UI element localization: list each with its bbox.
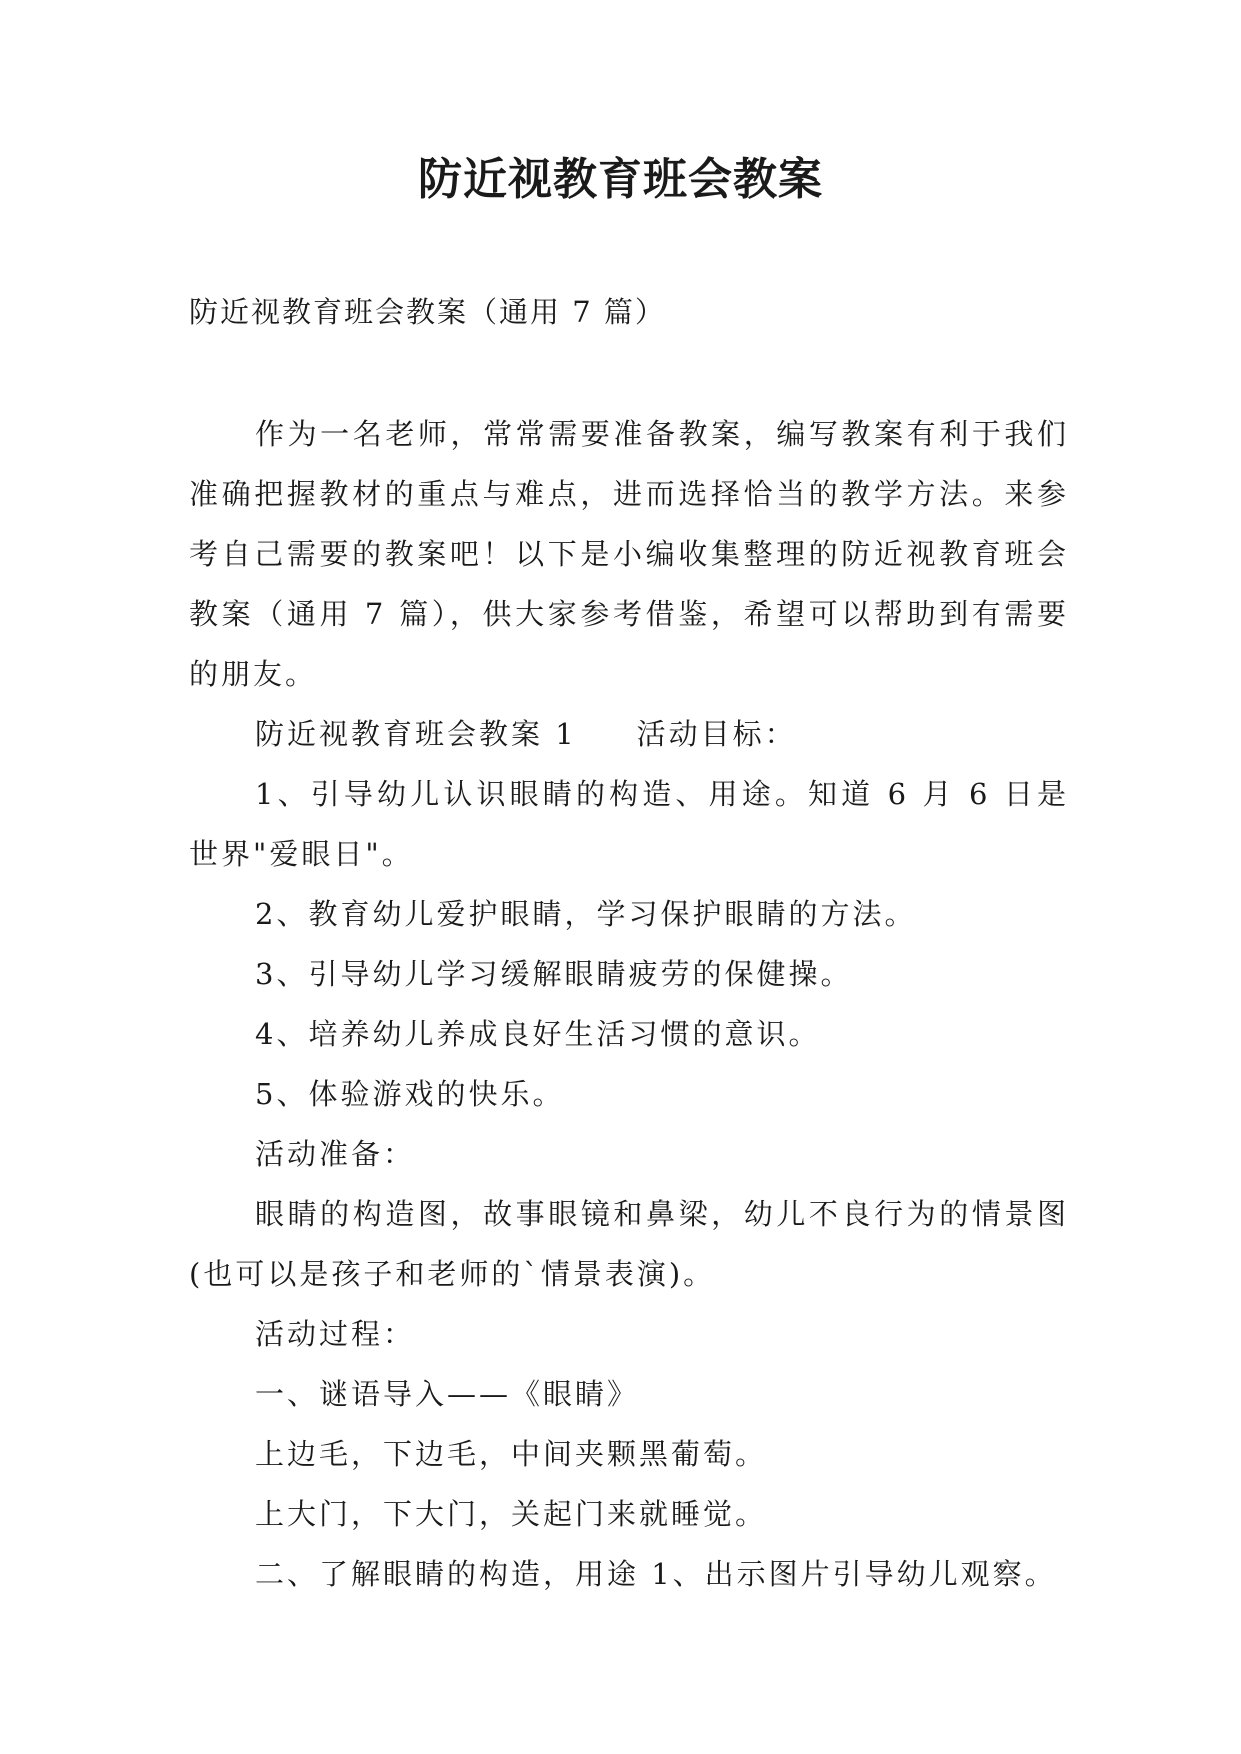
document-title: 防近视教育班会教案 bbox=[418, 154, 823, 205]
objective-item-1: 1、引导幼儿认识眼睛的构造、用途。知道 6 月 6 日是世界"爱眼日"。 bbox=[189, 777, 1069, 871]
lesson-heading-line bbox=[189, 704, 1069, 764]
preparation-label: 活动准备： bbox=[255, 1137, 416, 1171]
objective-item-5: 5、体验游戏的快乐。 bbox=[255, 1077, 565, 1111]
intro-paragraph: 作为一名老师，常常需要准备教案，编写教案有利于我们准确把握教材的重点与难点，进而选择恰当的教学方法。来参考自己需要的教案吧！以下是小编收集整理的防近视教育班会教案（通用 7 篇），供大家参考借鉴，希望可以帮助到有需要的朋友。 bbox=[189, 417, 1069, 691]
objective-item-2: 2、教育幼儿爱护眼睛，学习保护眼睛的方法。 bbox=[255, 897, 917, 931]
objectives-label: 活动目标： bbox=[636, 717, 797, 751]
riddle-line-2: 上大门，下大门，关起门来就睡觉。 bbox=[255, 1497, 768, 1531]
objective-item-4: 4、培养幼儿养成良好生活习惯的意识。 bbox=[255, 1017, 821, 1051]
riddle-line-1: 上边毛，下边毛，中间夹颗黑葡萄。 bbox=[255, 1437, 768, 1471]
preparation-text: 眼睛的构造图，故事眼镜和鼻梁，幼儿不良行为的情景图(也可以是孩子和老师的`情景表演)。 bbox=[189, 1197, 1069, 1291]
process-step-1: 一、谜语导入——《眼睛》 bbox=[255, 1377, 640, 1411]
document-body bbox=[189, 404, 1069, 1604]
lesson-heading: 防近视教育班会教案 1 bbox=[255, 717, 577, 751]
document-subtitle: 防近视教育班会教案（通用 7 篇） bbox=[189, 295, 666, 329]
process-label: 活动过程： bbox=[255, 1317, 416, 1351]
objective-item-3: 3、引导幼儿学习缓解眼睛疲劳的保健操。 bbox=[255, 957, 853, 991]
process-step-2: 二、了解眼睛的构造，用途 1、出示图片引导幼儿观察。 bbox=[255, 1557, 1057, 1591]
